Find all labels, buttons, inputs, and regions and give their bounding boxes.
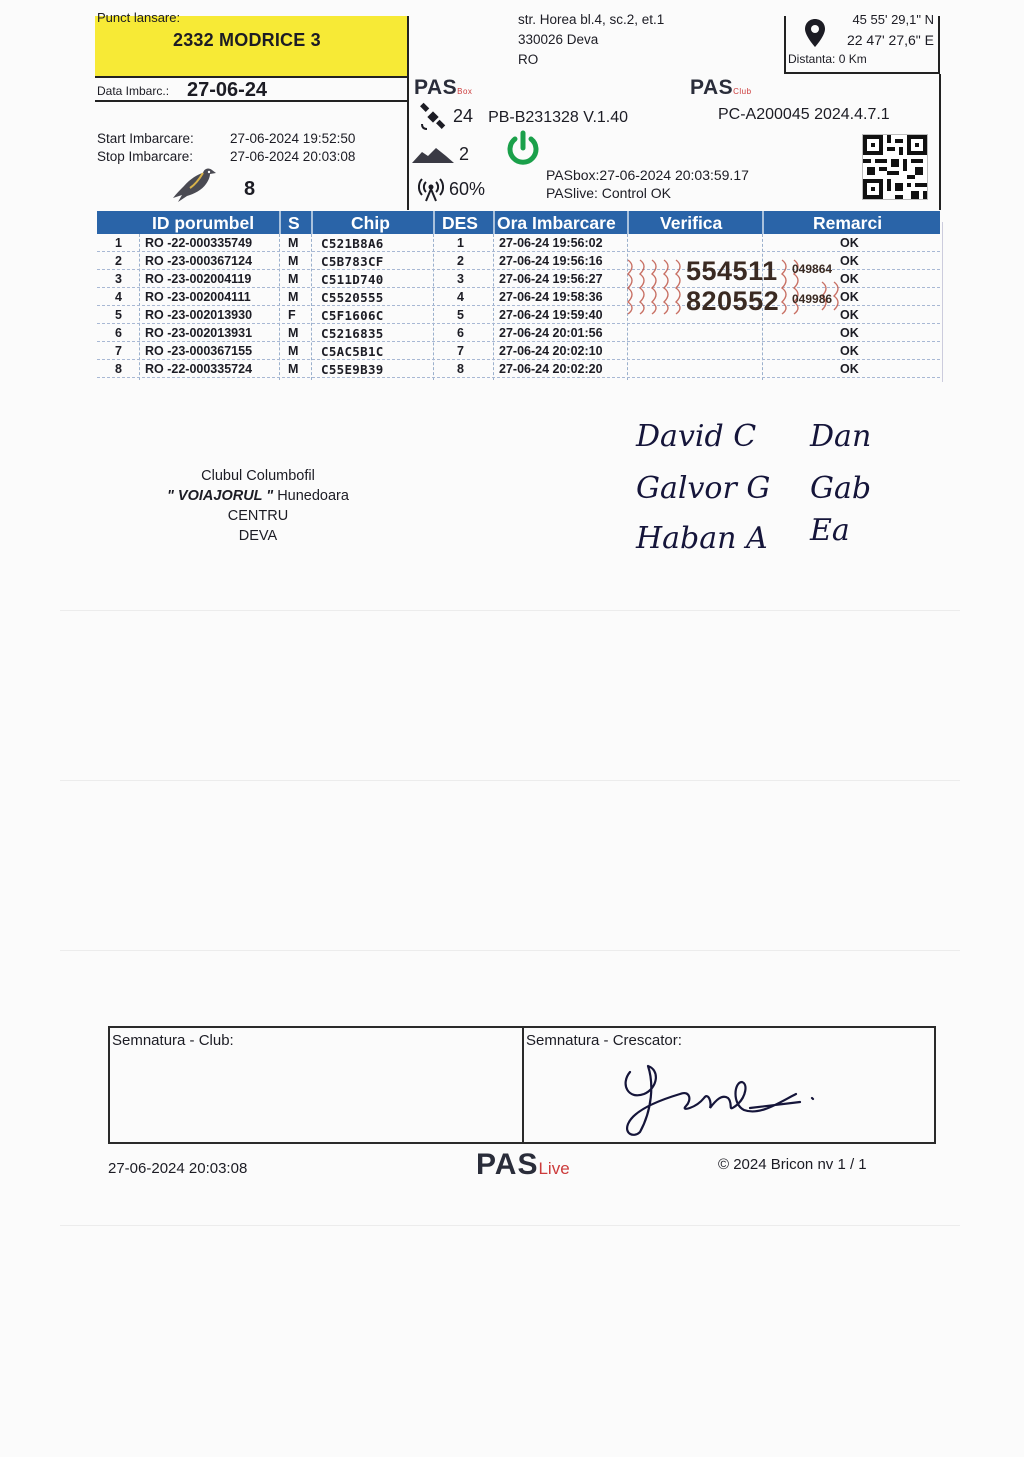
table-row: 7 RO -23-000367155 M C5AC5B1C 7 27-06-24 20:02:10 OK: [97, 342, 940, 360]
col-id: ID porumbel: [152, 213, 255, 233]
table-row: 1 RO -22-000335749 M C521B8A6 1 27-06-24 19:56:02 OK: [97, 234, 940, 252]
boarding-date-box: [95, 76, 409, 102]
stop-value: 27-06-2024 20:03:08: [230, 149, 356, 164]
club-line: " VOIAJORUL " Hunedoara: [167, 488, 349, 504]
club-line: CENTRU: [227, 508, 289, 524]
boarding-date-label: Data Imbarc.:: [97, 84, 170, 98]
club-firmware: PC-A200045 2024.4.7.1: [718, 106, 890, 123]
club-address: [518, 10, 664, 70]
col-des: DES: [442, 213, 478, 233]
col-chip: Chip: [351, 213, 390, 233]
cloud-count: 2: [459, 144, 470, 164]
stop-label: Stop Imbarcare:: [97, 149, 194, 164]
paslive-logo: PASLive: [476, 1148, 570, 1181]
col-verify: Verifica: [660, 213, 723, 233]
table-row: 4 RO -23-002004111 M C5520555 4 27-06-24 19:58:36 OK: [97, 288, 940, 306]
seal-serial: 049864: [792, 262, 833, 276]
seal-serial: 049986: [792, 292, 833, 306]
club-info: [128, 466, 388, 546]
pasbox-logo: PASBox: [414, 76, 473, 99]
footer-date: 27-06-2024 20:03:08: [108, 1160, 248, 1177]
table-header: [97, 211, 940, 234]
breeder-signature-label: Semnatura - Crescator:: [526, 1032, 682, 1049]
start-label: Start Imbarcare:: [97, 131, 194, 146]
club-line: DEVA: [238, 528, 278, 544]
power-icon: [504, 130, 542, 168]
pasclub-logo: PASClub: [690, 76, 752, 99]
distance: Distanta: 0 Km: [788, 52, 867, 66]
handwritten-signatures: [630, 410, 900, 560]
mountain-icon: [412, 146, 454, 164]
handwritten-initials: Gab: [810, 471, 872, 506]
boarding-times: [97, 130, 355, 166]
address-line: 330026 Deva: [518, 32, 599, 47]
address-line: str. Horea bl.4, sc.2, et.1: [518, 12, 665, 27]
signal-status: [418, 178, 485, 202]
handwritten-name: David C: [636, 419, 757, 454]
pasbox-time: PASbox:27-06-2024 20:03:59.17: [546, 167, 749, 183]
address-line: RO: [518, 52, 539, 67]
location-pin-icon: [804, 18, 826, 48]
page-edge: [942, 222, 946, 382]
table-row: 2 RO -23-000367124 M C5B783CF 2 27-06-24 19:56:16 OK: [97, 252, 940, 270]
release-point-box: [95, 10, 409, 76]
club-signature-label: Semnatura - Club:: [112, 1032, 234, 1049]
cloud-status: [412, 144, 469, 165]
signal-strength: 60%: [449, 178, 486, 199]
table-row: 5 RO -23-002013930 F C5F1606C 5 27-06-24 19:59:40 OK: [97, 306, 940, 324]
footer-copyright: © 2024 Bricon nv 1 / 1: [718, 1156, 867, 1173]
breeder-signature-scribble: [600, 1054, 820, 1140]
pas-status: [546, 166, 749, 202]
satellite-count: 24: [453, 105, 474, 126]
col-time: Ora Imbarcare: [497, 213, 616, 233]
seal-number: 820552: [686, 286, 780, 316]
club-line: Clubul Columbofil: [201, 468, 315, 484]
seal-number: 554511: [686, 256, 778, 286]
release-point-name: 2332 MODRICE 3: [173, 30, 321, 50]
handwritten-name: Haban A: [636, 521, 768, 556]
table-row: 6 RO -23-002013931 M C5216835 6 27-06-24 20:01:56 OK: [97, 324, 940, 342]
box-firmware: PB-B231328 V.1.40: [488, 108, 629, 126]
table-row: 3 RO -23-002004119 M C511D740 3 27-06-24 19:56:27 OK: [97, 270, 940, 288]
latitude: 45 55' 29,1" N: [852, 12, 934, 27]
verification-seal: [622, 252, 872, 318]
table-row: 8 RO -22-000335724 M C55E9B39 8 27-06-24 20:02:20 OK: [97, 360, 940, 378]
longitude: 22 47' 27,6" E: [846, 32, 934, 48]
start-value: 27-06-2024 19:52:50: [230, 131, 356, 146]
col-remarks: Remarci: [813, 213, 883, 233]
antenna-icon: [418, 178, 444, 202]
release-point-label: Punct lansare:: [97, 10, 181, 25]
signature-divider: [522, 1026, 524, 1144]
pigeon-icon: [172, 164, 218, 204]
gps-box: [784, 12, 940, 74]
satellite-status: [418, 102, 628, 132]
handwritten-initials: Ea: [810, 513, 850, 548]
handwritten-initials: Dan: [810, 419, 872, 454]
qr-code: [862, 134, 928, 200]
satellite-icon: [418, 102, 448, 132]
col-sex: S: [288, 213, 300, 233]
paslive-status: PASlive: Control OK: [546, 185, 672, 201]
pigeon-count: 8: [244, 178, 256, 200]
boarding-date-value: 27-06-24: [187, 79, 268, 101]
handwritten-name: Galvor G: [636, 471, 771, 506]
